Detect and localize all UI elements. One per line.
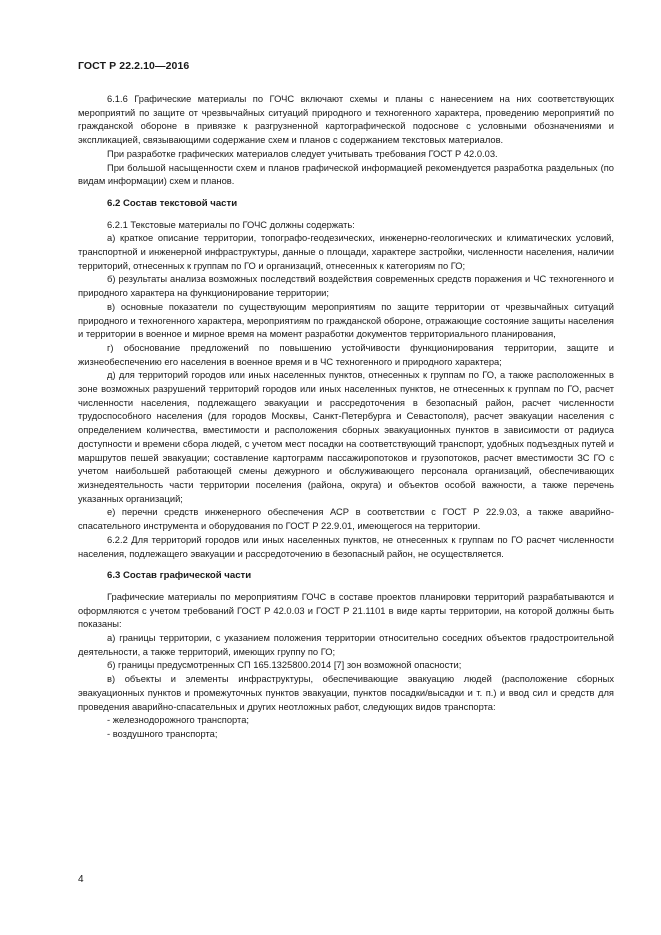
- list-item-d: д) для территорий городов или иных населенных пунктов, отнесенных к группам по ГО, а также расположенных в зоне возможных разрушений территорий городов или иных населенных пунктов, не отнесенных к группам по ГО, расчет численности населения, подлежащего эвакуации и рассредоточения в безопасный район, расчет численности трудоспособного населения (для городов Москвы, Санкт-Петербурга и Севастополя), расчет эвакуации населения с определением количества, вместимости и расположения сборных эвакуационных пунктов в зависимости от радиуса доступности и времени сбора людей, с учетом мест посадки на соответствующий транспорт, удобных подъездных путей и маршрутов пешей эвакуации; составление картограмм пассажиропотоков и грузопотоков, расчет вместимости ЗС ГО с учетом наибольшей работающей смены дежурного и обслуживающего персонала организаций, обеспечивающих жизнедеятельность части территории поселения (района, округа) и объектов особой важности, а также перечень указанных организаций;: [78, 370, 614, 504]
- list-item-b: б) границы предусмотренных СП 165.1325800.2014 [7] зон возможной опасности;: [107, 660, 462, 671]
- paragraph-6-1-6: 6.1.6 Графические материалы по ГОЧС включают схемы и планы с нанесением на них соответствующих мероприятий по защите от чрезвычайных ситуаций природного и техногенного характера, проведению мероприятий по гражданской обороне в привязке к разгрузненной картографической подоснове с условными обозначениями и экспликацией, связывающими содержание схем и планов с содержанием текстовых материалов.: [78, 94, 614, 146]
- paragraph: При разработке графических материалов следует учитывать требования ГОСТ Р 42.0.03.: [107, 148, 498, 159]
- list-item-a: а) границы территории, с указанием положения территории относительно соседних объектов градостроительной деятельности, а также территорий, имеющих группу по ГО;: [78, 633, 614, 657]
- page-number: 4: [78, 874, 84, 885]
- paragraph-6-2-2: 6.2.2 Для территорий городов или иных населенных пунктов, не отнесенных к группам по ГО расчет численности населения, подлежащего эвакуации и рассредоточению в безопасный район, не осуществляется.: [78, 534, 614, 559]
- list-item-b: б) результаты анализа возможных последствий воздействия современных средств поражения и ЧС техногенного и природного характера на функционирование территории;: [78, 274, 614, 299]
- list-item-g: г) обоснование предложений по повышению устойчивости функционирования территории, защите и жизнеобеспечению его населения в военное время и в ЧС техногенного и природного характера;: [78, 342, 614, 367]
- list-item-e: е) перечни средств инженерного обеспечения АСР в соответствии с ГОСТ Р 22.9.03, а также аварийно-спасательного инструмента и оборудования по ГОСТ Р 22.9.01, имеющегося на территории.: [78, 507, 614, 532]
- sub-list-item: - железнодорожного транспорта;: [107, 715, 249, 726]
- list-item-v: в) объекты и элементы инфраструктуры, обеспечивающие эвакуацию людей (расположение сборных эвакуационных пунктов и промежуточных пунктов эвакуации, пунктов посадки/высадки и т. п.) и ввод сил и средств для проведения аварийно-спасательных и других неотложных работ, следующих видов транспорта:: [78, 674, 614, 712]
- paragraph: Графические материалы по мероприятиям ГОЧС в составе проектов планировки территорий разрабатываются и оформляются с учетом требований ГОСТ Р 42.0.03 и ГОСТ Р 21.1101 в виде карты территории, на которой должны быть показаны:: [78, 591, 614, 630]
- list-item-a: а) краткое описание территории, топографо-геодезических, инженерно-геологических и климатических условий, транспортной и инженерной инфраструктуры, данные о площади, характере застройки, численности населения, наличии территорий, отнесенных к группам по ГО и организаций, отнесенных к категориям по ГО;: [78, 233, 614, 271]
- document-body: [78, 93, 614, 742]
- document-header: ГОСТ Р 22.2.10—2016: [78, 60, 190, 72]
- section-heading-6-2: 6.2 Состав текстовой части: [107, 197, 238, 209]
- paragraph-6-2-1: 6.2.1 Текстовые материалы по ГОЧС должны содержать:: [107, 219, 355, 230]
- section-heading-6-3: 6.3 Состав графической части: [107, 570, 252, 582]
- list-item-v: в) основные показатели по существующим мероприятиям по защите территории от чрезвычайных ситуаций природного и техногенного характера, мероприятиям по гражданской обороне, отражающие состояние защиты населения и территории в военное и мирное время на момент разработки документов территориального планирования,: [78, 301, 614, 340]
- sub-list-item: - воздушного транспорта;: [107, 728, 218, 739]
- paragraph: При большой насыщенности схем и планов графической информацией рекомендуется разработка раздельных (по видам информации) схем и планов.: [78, 162, 614, 187]
